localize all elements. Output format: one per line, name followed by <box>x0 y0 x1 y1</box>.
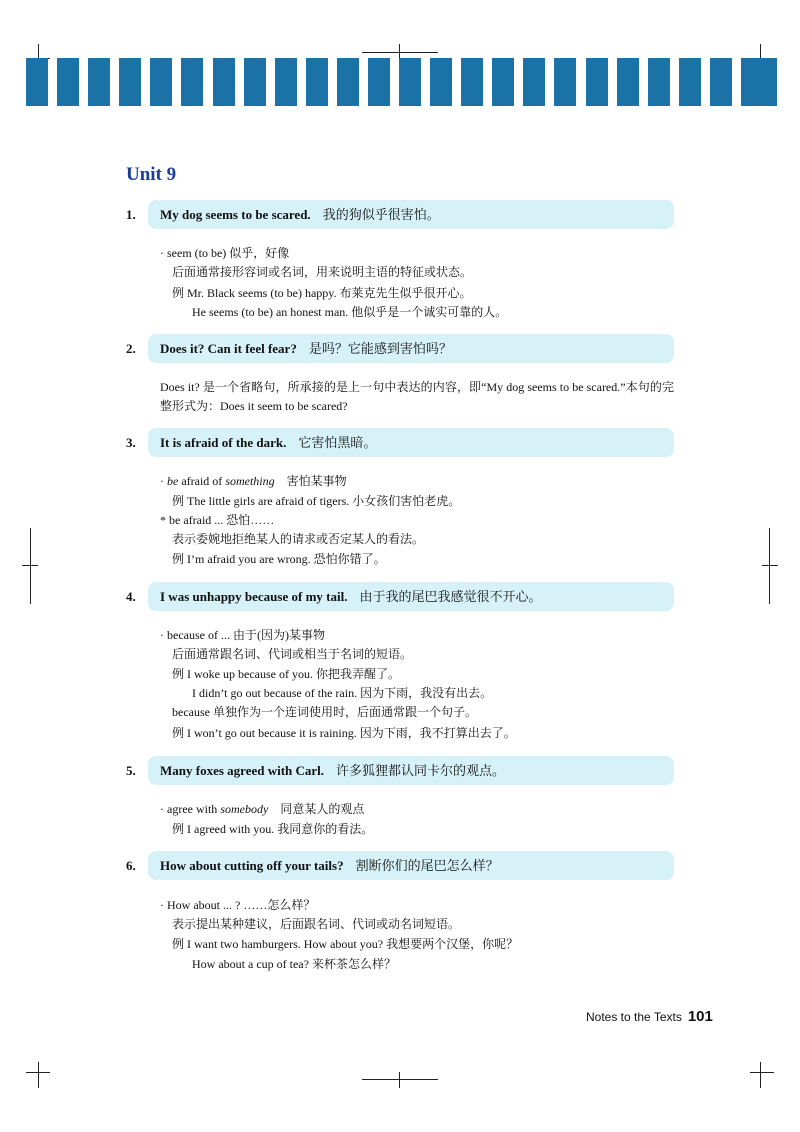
note-line: because 单独作为一个连词使用时，后面通常跟一个句子。 <box>172 705 477 719</box>
example-line: 例 Mr. Black seems (to be) happy. 布莱克先生似乎很开心。 <box>172 286 472 300</box>
note-heading-cn: 割断你们的尾巴怎么样？ <box>355 858 499 873</box>
note-line: 表示提出某种建议，后面跟名词、代词或动名词短语。 <box>172 917 461 931</box>
header-stripe <box>399 58 421 106</box>
note-heading <box>160 582 541 611</box>
note-heading-en: My dog seems to be scared. <box>160 207 311 222</box>
page-number: 101 <box>687 1008 713 1025</box>
example-line: 例 I agreed with you. 我同意你的看法。 <box>172 822 374 836</box>
header-stripe <box>461 58 483 106</box>
header-stripe <box>337 58 359 106</box>
header-stripe <box>57 58 79 106</box>
note-line: · because of ... 由于(因为)某事物 <box>160 628 325 642</box>
note-number: 4. <box>126 589 136 604</box>
header-stripe <box>119 58 141 106</box>
phrase-agree: agree with <box>167 802 218 816</box>
header-stripe <box>181 58 203 106</box>
header-stripe <box>741 58 777 106</box>
header-stripe <box>523 58 545 106</box>
note-line: 后面通常跟名词、代词或相当于名词的短语。 <box>172 647 413 661</box>
example-line: 例 I’m afraid you are wrong. 恐怕你错了。 <box>172 552 386 566</box>
note-line: · seem (to be) 似乎，好像 <box>160 246 290 260</box>
note-number: 2. <box>126 341 136 356</box>
note-heading-en: I was unhappy because of my tail. <box>160 589 348 604</box>
example-line: 例 I woke up because of you. 你把我弄醒了。 <box>172 667 400 681</box>
header-stripe <box>150 58 172 106</box>
header-stripe <box>586 58 608 106</box>
phrase-meaning: 害怕某事物 <box>286 474 347 488</box>
phrase-meaning: 同意某人的观点 <box>280 802 365 816</box>
note-paragraph: Does it? 是一个省略句，所承接的是上一句中表达的内容，即“My dog seems to be scared.”本句的完整形式为：Does it seem to be scared? <box>160 380 674 413</box>
header-stripe <box>213 58 235 106</box>
header-stripe <box>710 58 732 106</box>
note-number: 3. <box>126 435 136 450</box>
header-stripe <box>26 58 48 106</box>
unit-title: Unit 9 <box>126 164 177 185</box>
phrase-be: be <box>167 474 179 488</box>
example-line: 例 I won’t go out because it is raining. 因为下雨，我不打算出去了。 <box>172 726 516 740</box>
header-stripe <box>492 58 514 106</box>
header-stripe <box>275 58 297 106</box>
note-heading-cn: 许多狐狸都认同卡尔的观点。 <box>336 763 506 778</box>
note-line: * be afraid ... 恐怕…… <box>160 513 275 527</box>
note-number: 6. <box>126 858 136 873</box>
note-line: 后面通常接形容词或名词，用来说明主语的特征或状态。 <box>172 265 473 279</box>
note-heading <box>160 756 505 785</box>
note-line: · How about ... ? ……怎么样？ <box>160 898 316 912</box>
note-heading-cn: 我的狗似乎很害怕。 <box>322 207 440 222</box>
note-heading-en: How about cutting off your tails? <box>160 858 344 873</box>
header-stripe <box>368 58 390 106</box>
note-heading <box>160 334 452 363</box>
note-line: 表示委婉地拒绝某人的请求或否定某人的看法。 <box>172 532 425 546</box>
example-line: 例 I want two hamburgers. How about you? 我想要两个汉堡，你呢？ <box>172 937 519 951</box>
note-heading <box>160 428 376 457</box>
header-stripe <box>648 58 670 106</box>
note-line: · be afraid of something 害怕某事物 <box>160 474 347 488</box>
phrase-something: something <box>225 474 275 488</box>
example-line: How about a cup of tea? 来杯茶怎么样？ <box>192 957 396 971</box>
header-stripe <box>244 58 266 106</box>
header-stripe <box>679 58 701 106</box>
header-stripes <box>26 58 766 106</box>
note-heading <box>160 851 499 880</box>
header-stripe <box>430 58 452 106</box>
page-footer <box>586 1008 713 1025</box>
example-line: I didn’t go out because of the rain. 因为下雨，我没有出去。 <box>192 686 493 700</box>
note-heading <box>160 200 440 229</box>
note-heading-en: Many foxes agreed with Carl. <box>160 763 325 778</box>
header-stripe <box>554 58 576 106</box>
example-line: He seems (to be) an honest man. 他似乎是一个诚实可靠的人。 <box>192 305 508 319</box>
header-stripe <box>617 58 639 106</box>
note-heading-en: It is afraid of the dark. <box>160 435 287 450</box>
header-stripe <box>306 58 328 106</box>
example-line: 例 The little girls are afraid of tigers. 小女孩们害怕老虎。 <box>172 494 461 508</box>
note-number: 5. <box>126 763 136 778</box>
note-heading-cn: 它害怕黑暗。 <box>298 435 377 450</box>
phrase-somebody: somebody <box>220 802 269 816</box>
note-line: · agree with somebody 同意某人的观点 <box>160 802 365 816</box>
phrase-afraid-of: afraid of <box>181 474 223 488</box>
note-heading-en: Does it? Can it feel fear? <box>160 341 297 356</box>
note-number: 1. <box>126 207 136 222</box>
footer-label: Notes to the Texts <box>586 1010 682 1024</box>
note-heading-cn: 由于我的尾巴我感觉很不开心。 <box>359 589 542 604</box>
note-heading-cn: 是吗？它能感到害怕吗？ <box>308 341 452 356</box>
header-stripe <box>88 58 110 106</box>
